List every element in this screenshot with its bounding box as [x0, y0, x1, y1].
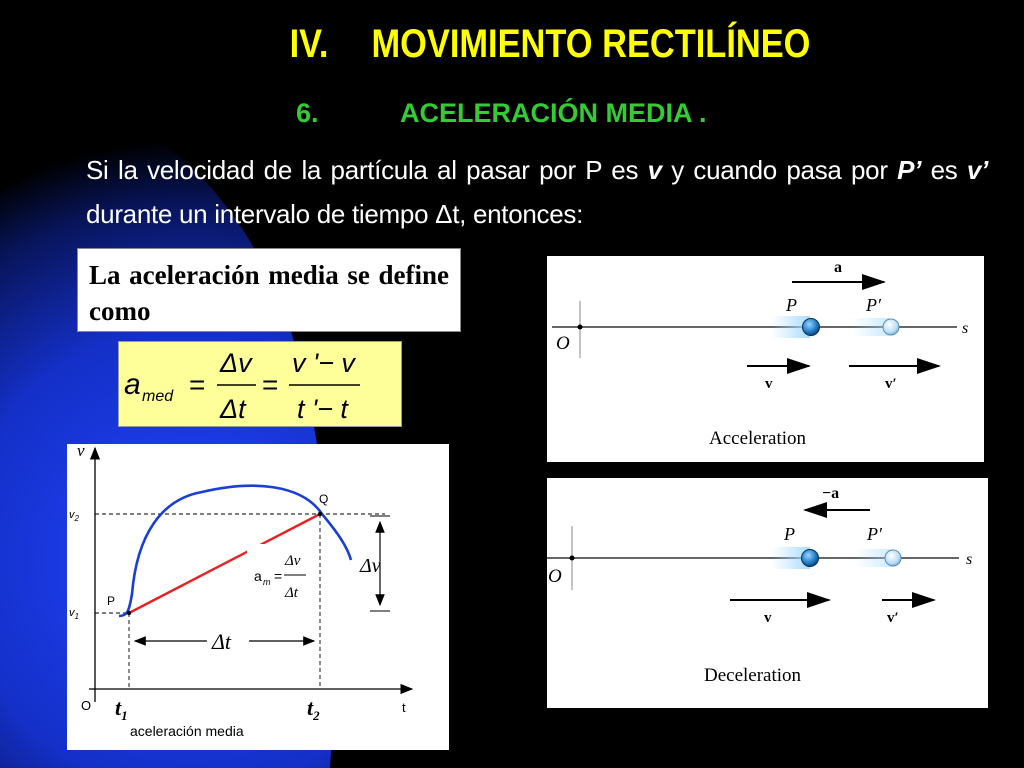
subtitle-number: 6. [296, 98, 319, 128]
point-p-label: P [107, 594, 116, 608]
particle-p [802, 550, 819, 567]
velocity-label: v [765, 376, 773, 392]
v-axis-label: v [77, 444, 85, 460]
p-label: P [784, 524, 795, 544]
accel-vector-label: a [834, 259, 842, 276]
am-equals: = [274, 568, 283, 584]
am-numerator: Δv [285, 553, 301, 569]
paragraph-text: Si la velocidad de la partícula al pasar por P es [86, 155, 648, 185]
title-text: MOVIMIENTO RECTILÍNEO [371, 22, 811, 66]
velocity-prime-label: v′ [887, 610, 899, 626]
formula-box [118, 341, 402, 427]
t1-label: $t_1$ [115, 695, 128, 723]
formula-frac1-num: Δv [220, 348, 252, 378]
formula-a: a [124, 368, 141, 401]
formula-frac2-num: v '− v [292, 348, 355, 378]
am-label: a [254, 568, 262, 584]
p-prime-label: P′ [867, 524, 882, 544]
t2-label: $t_2$ [307, 695, 320, 723]
slide-subtitle [296, 98, 707, 129]
origin-label: O [556, 333, 570, 354]
p-prime-label: P′ [866, 295, 881, 315]
t-axis-label: t [402, 700, 406, 715]
formula-equals-2: = [262, 369, 279, 400]
origin-label: O [81, 698, 92, 713]
velocity-time-graph [67, 444, 449, 750]
title-number: IV. [289, 22, 329, 66]
definition-text: La aceleración media se define como [89, 260, 449, 326]
velocity-symbol: v [647, 155, 662, 185]
point-q-label: Q [319, 492, 329, 506]
acceleration-caption: Acceleration [709, 428, 807, 449]
intro-paragraph [86, 148, 988, 236]
average-acceleration-formula [119, 342, 403, 428]
v2-label: $v_2$ [69, 509, 79, 523]
formula-frac1-den: Δt [220, 394, 246, 424]
formula-subscript: med [142, 388, 174, 405]
velocity-label: v [764, 610, 772, 626]
am-subscript: m [263, 577, 271, 587]
particle-p-prime [883, 319, 899, 335]
subtitle-text: ACELERACIÓN MEDIA . [400, 98, 707, 128]
velocity-curve [119, 486, 351, 616]
point-p [127, 611, 131, 615]
slide-title [77, 22, 1023, 67]
acceleration-panel [547, 256, 984, 462]
formula-equals-1: = [189, 369, 206, 400]
paragraph-text: y cuando pasa por [661, 155, 898, 185]
velocity-prime-label: v′ [885, 376, 897, 392]
deceleration-panel [547, 478, 988, 708]
p-label: P [786, 295, 797, 315]
decel-vector-label: −a [822, 485, 840, 502]
axis-label: s [966, 551, 973, 568]
delta-v-label: Δv [360, 555, 381, 577]
origin-point [570, 556, 575, 561]
velocity-prime-symbol: v’ [966, 155, 988, 185]
axis-label: s [962, 320, 969, 337]
graph-caption: aceleración media [130, 723, 244, 739]
formula-frac2-den: t '− t [297, 394, 348, 424]
deceleration-caption: Deceleration [704, 665, 802, 686]
delta-t-label: Δt [212, 629, 232, 654]
am-denominator: Δt [285, 585, 298, 601]
paragraph-text: es [921, 155, 967, 185]
point-q [318, 512, 322, 516]
origin-label: O [548, 566, 562, 587]
paragraph-text: durante un intervalo de tiempo Δt, entonces: [86, 199, 584, 229]
particle-p [803, 319, 820, 336]
particle-p-prime [885, 550, 901, 566]
definition-box [77, 248, 461, 332]
v1-label: $v_1$ [69, 607, 79, 621]
point-p-prime-symbol: P’ [897, 155, 922, 185]
origin-point [578, 325, 583, 330]
